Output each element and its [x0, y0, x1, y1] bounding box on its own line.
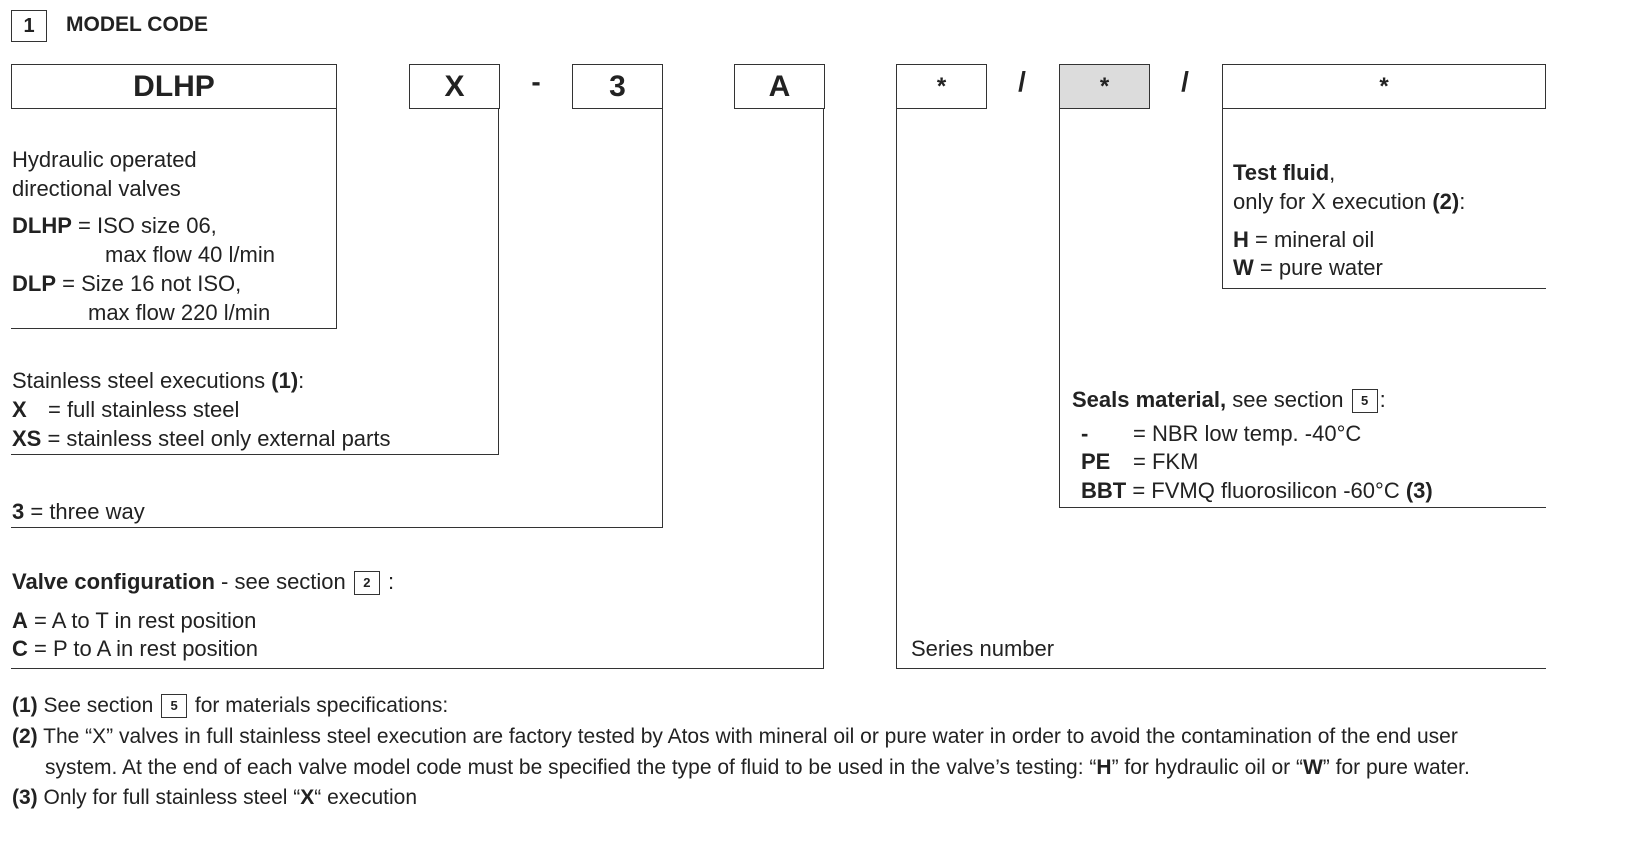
ways-option: 3 = three way [12, 499, 145, 524]
stainless-xs-option: XS = stainless steel only external parts [12, 426, 391, 451]
code-separator-slash-1: / [1018, 66, 1026, 97]
code-box-star-3: * [1222, 64, 1546, 109]
seals-fvmq-option: BBT = FVMQ fluorosilicon -60°C (3) [1081, 478, 1433, 503]
section-ref-badge: 2 [354, 571, 380, 595]
code-box-3: 3 [572, 64, 663, 109]
section-number: 1 [23, 15, 35, 37]
config-c-option: C = P to A in rest position [12, 636, 259, 661]
code-box-x: X [409, 64, 500, 109]
seals-fkm-option: PE = FKM [1081, 449, 1199, 474]
bracket-line [1059, 108, 1060, 508]
code-box-star-2: * [1059, 64, 1150, 109]
stainless-x-option: X = full stainless steel [12, 397, 240, 422]
bracket-line [896, 108, 897, 669]
footnote-3: (3) Only for full stainless steel “X“ execution [12, 786, 418, 809]
code-box-a: A [734, 64, 825, 109]
code-box-star-1: * [896, 64, 987, 109]
code-separator-dash: - [531, 66, 541, 97]
bracket-line [336, 108, 337, 329]
footnote-2: (2) The “X” valves in full stainless steel execution are factory tested by Atos with mineral oil or pure water in order to avoid the contamination of the end user [12, 725, 1458, 748]
section-ref-badge: 5 [1352, 389, 1378, 413]
dlhp-option: DLHP = ISO size 06, [12, 213, 217, 238]
config-a-option: A = A to T in rest position [12, 608, 257, 633]
footnote-2-continued: system. At the end of each valve model code must be specified the type of fluid to be used in the valve’s testing: “H” for hydraulic oil or “W” for pure water. [45, 756, 1470, 779]
page-title: MODEL CODE [66, 13, 208, 36]
fluid-h-option: H = mineral oil [1233, 227, 1375, 252]
series-label: Series number [911, 636, 1055, 661]
dlhp-flow: max flow 40 l/min [105, 242, 275, 267]
fluid-w-option: W = pure water [1233, 255, 1383, 280]
seals-title: Seals material, see section 5 : [1072, 387, 1386, 412]
footnote-1: (1) See section 5 for materials specifications: [12, 694, 449, 717]
code-box-dlhp: DLHP [11, 64, 337, 109]
dlp-option: DLP = Size 16 not ISO, [12, 271, 242, 296]
bracket-line [1222, 288, 1546, 289]
seals-nbr-option: - = NBR low temp. -40°C [1081, 421, 1362, 446]
bracket-line [1222, 108, 1223, 289]
bracket-line [11, 328, 337, 329]
stainless-title: Stainless steel executions (1): [12, 368, 305, 393]
bracket-line [823, 108, 824, 669]
bracket-line [11, 454, 499, 455]
dlp-flow: max flow 220 l/min [88, 300, 271, 325]
config-title: Valve configuration - see section 2 : [12, 569, 395, 594]
bracket-line [498, 108, 499, 455]
bracket-line [896, 668, 1546, 669]
fluid-title: Test fluid, [1233, 160, 1336, 185]
valve-type-description: Hydraulic operated directional valves [12, 147, 197, 201]
fluid-subtitle: only for X execution (2): [1233, 189, 1466, 214]
section-ref-badge: 5 [161, 694, 187, 718]
code-separator-slash-2: / [1181, 66, 1189, 97]
section-number-badge [11, 10, 47, 42]
bracket-line [11, 668, 824, 669]
bracket-line [11, 527, 663, 528]
bracket-line [1059, 507, 1546, 508]
bracket-line [662, 108, 663, 528]
